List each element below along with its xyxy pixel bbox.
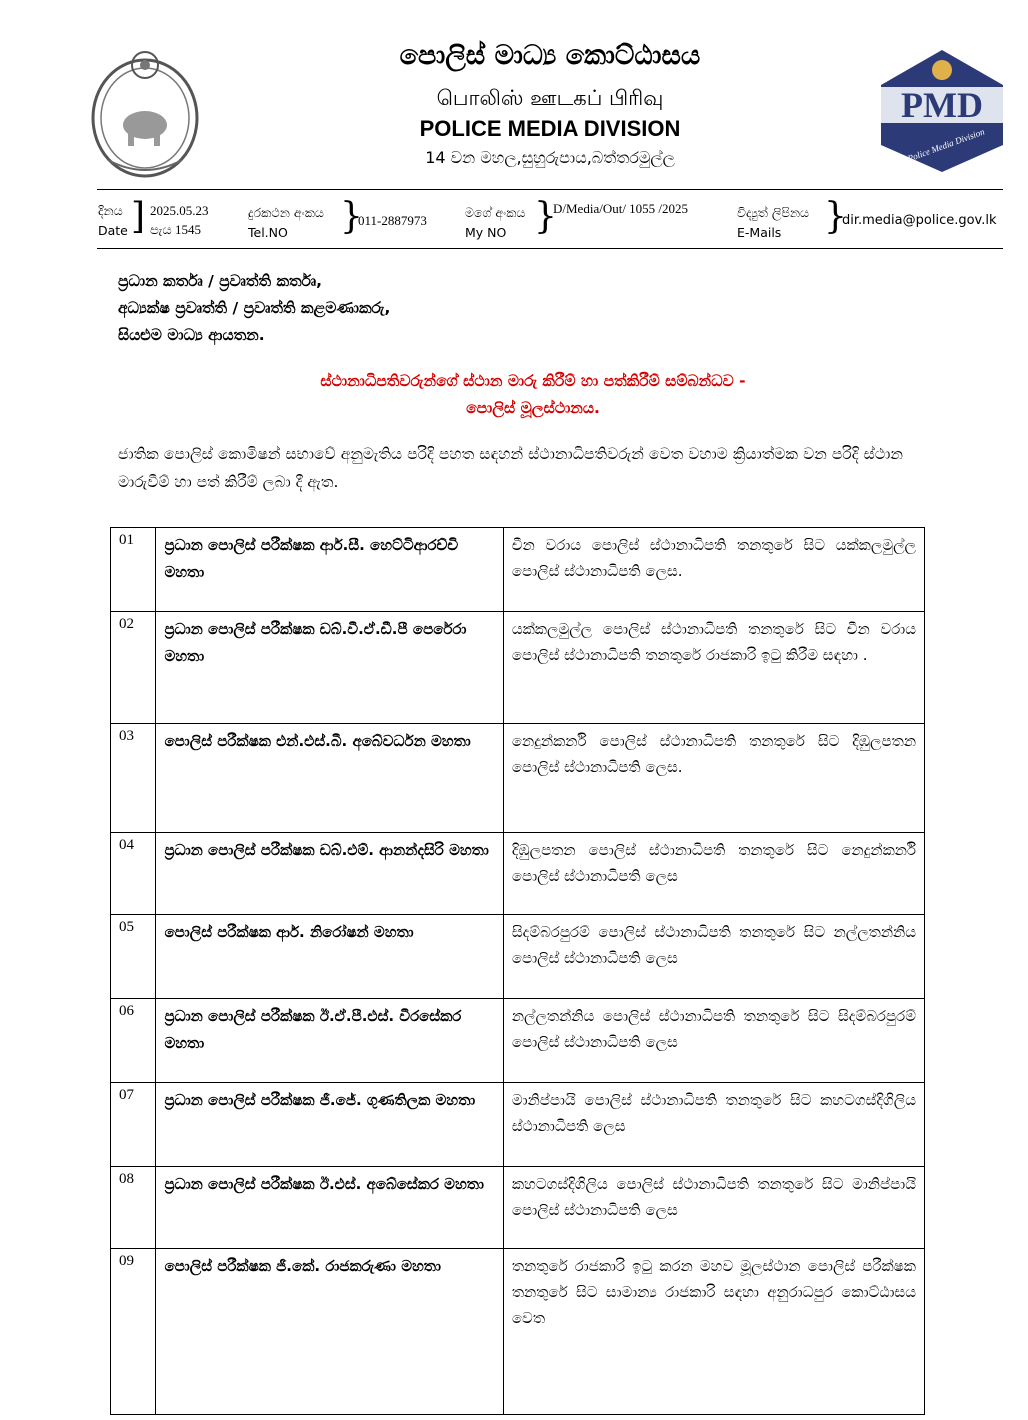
header-title-sinhala: පොලිස් මාධ්‍ය කොට්ඨාසය	[399, 40, 701, 71]
table-row	[111, 915, 925, 999]
row-number: 08	[111, 1167, 156, 1249]
recipient-line: ප්‍රධාන කර්තෘ / ප්‍රවෘත්ති කර්තෘ,	[118, 272, 322, 290]
tel-value: 011-2887973	[358, 213, 427, 228]
table-row	[111, 724, 925, 833]
transfer-description: නල්ලතන්නිය පොලිස් ස්ථානාධිපති තනතුරේ සිට සිදම්බරපුරම් පොලිස් ස්ථානාධිපති ලෙස	[503, 999, 924, 1083]
brace: }	[824, 196, 847, 237]
subject-line-2: පොලිස් මූලස්ථානය.	[466, 399, 600, 417]
transfer-description: දිඹුලපතන පොලිස් ස්ථානාධිපති තනතුරේ සිට නෙදුන්කර්නි පොලිස් ස්ථානාධිපති ලෙස	[503, 833, 924, 915]
transfer-description: කහටගස්දිගිලිය පොලිස් ස්ථානාධිපති තනතුරේ සිට මානිප්පායි පොලිස් ස්ථානාධිපති ලෙස	[503, 1167, 924, 1249]
row-number: 07	[111, 1083, 156, 1167]
brace: ]	[131, 196, 146, 237]
table-row	[111, 999, 925, 1083]
transfer-description: නෙදුන්කර්නි පොලිස් ස්ථානාධිපති තනතුරේ සිට දිඹුලපතන පොලිස් ස්ථානාධිපති ලෙස.	[503, 724, 924, 833]
row-number: 06	[111, 999, 156, 1083]
row-number: 04	[111, 833, 156, 915]
recipients-block	[118, 268, 390, 349]
officer-name: ප්‍රධාන පොලිස් පරීක්ෂක ජී.ජේ. ගුණතිලක මහතා	[156, 1083, 503, 1167]
row-number: 05	[111, 915, 156, 999]
officer-name: ප්‍රධාන පොලිස් පරීක්ෂක ඊ.ඒ.පී.එස්. වීරසේකර මහතා	[156, 999, 503, 1083]
table-row	[111, 528, 925, 612]
header-divider-bottom	[97, 248, 1003, 249]
header-address: 14 වන මහල,සුහුරුපාය,බත්තරමුල්ල	[425, 148, 675, 167]
officer-name: පොලිස් පරීක්ෂක ජී.කේ. රාජකරුණා මහතා	[156, 1249, 503, 1415]
pmd-logo-text: PMD	[901, 85, 983, 125]
brace: }	[340, 196, 363, 237]
tel-label-english: Tel.NO	[248, 225, 288, 240]
pmd-logo-subtext: Police Media Division	[906, 126, 986, 164]
transfer-description: යක්කලමුල්ල පොලිස් ස්ථානාධිපති තනතුරේ සිට චීන වරාය පොලිස් ස්ථානාධිපති තනතුරේ රාජකාරි ඉටු කිරීම සඳහා .	[503, 612, 924, 724]
header-title-english: POLICE MEDIA DIVISION	[419, 116, 681, 141]
pmd-logo	[876, 45, 1008, 175]
table-row	[111, 1249, 925, 1415]
transfer-description: සිදම්බරපුරම් පොලිස් ස්ථානාධිපති තනතුරේ සිට නල්ලතන්නිය පොලිස් ස්ථානාධිපති ලෙස	[503, 915, 924, 999]
transfer-description: මානිප්පායි පොලිස් ස්ථානාධිපති තනතුරේ සිට කහටගස්දිගිලිය ස්ථානාධිපති ලෙස	[503, 1083, 924, 1167]
tel-label-sinhala: දුරකථන අංකය	[248, 205, 324, 220]
table-row	[111, 833, 925, 915]
row-number: 02	[111, 612, 156, 724]
subject-heading	[118, 368, 948, 422]
email-label-english: E-Mails	[737, 225, 782, 240]
sri-lanka-police-crest-logo	[88, 40, 203, 180]
date-label-sinhala: දිනය	[98, 203, 123, 218]
officer-name: පොලිස් පරීක්ෂක එන්.එස්.බී. අබේවර්ධන මහතා	[156, 724, 503, 833]
row-number: 09	[111, 1249, 156, 1415]
date-label-english: Date	[98, 223, 128, 238]
table-row	[111, 1167, 925, 1249]
recipient-line: අධ්‍යක්ෂ ප්‍රවෘත්ති / ප්‍රවෘත්ති කළමණාකරු,	[118, 299, 391, 317]
transfers-table	[110, 527, 925, 1415]
transfer-description: තනතුරේ රාජකාරි ඉටු කරන මහව මූලස්ථාන පොලිස් පරීක්ෂක තනතුරේ සිට සාමාන්‍ය රාජකාරි සඳහා අනුරාධපුර කොට්ඨාසය වෙත	[503, 1249, 924, 1415]
row-number: 03	[111, 724, 156, 833]
recipient-line: සියළුම මාධ්‍ය ආයතන.	[118, 326, 265, 344]
officer-name: පොලිස් පරීක්ෂක ආර්. නිරෝෂන් මහතා	[156, 915, 503, 999]
officer-name: ප්‍රධාන පොලිස් පරීක්ෂක ආර්.සී. හෙට්ටිආරච්චි මහතා	[156, 528, 503, 612]
table-row	[111, 1083, 925, 1167]
date-value: 2025.05.23	[150, 203, 209, 218]
table-row	[111, 612, 925, 724]
transfer-description: චීන වරාය පොලිස් ස්ථානාධිපති තනතුරේ සිට යක්කලමුල්ල පොලිස් ස්ථානාධිපති ලෙස.	[503, 528, 924, 612]
header-divider-top	[97, 189, 1003, 190]
email-label-sinhala: විද්‍යුත් ලිපිනය	[737, 205, 810, 220]
officer-name: ප්‍රධාන පොලිස් පරීක්ෂක ඩබ්.එම්. ආනන්දසිරි මහතා	[156, 833, 503, 915]
intro-paragraph: ජාතික පොලිස් කොමිෂන් සභාවේ අනුමැතිය පරිදි පහත සඳහන් ස්ථානාධිපතිවරුන් වෙත වහාම ක්‍රියාත්මක වන පරිදි ස්ථාන මාරුවීම් හා පත් කිරීම් ලබා දී ඇත.	[118, 445, 903, 491]
myno-label-sinhala: මගේ අංකය	[465, 205, 526, 220]
officer-name: ප්‍රධාන පොලිස් පරීක්ෂක ඊ.එස්. අබේසේකර මහතා	[156, 1167, 503, 1249]
email-value: dir.media@police.gov.lk	[842, 213, 997, 228]
brace: }	[534, 196, 557, 237]
row-number: 01	[111, 528, 156, 612]
myno-label-english: My NO	[465, 225, 507, 240]
subject-line-1: ස්ථානාධිපතිවරුන්ගේ ස්ථාන මාරු කිරීම් හා පත්කිරීම් සම්බන්ධව -	[320, 372, 746, 390]
time-value: පැය 1545	[150, 222, 202, 237]
header-title-tamil: பொலிஸ் ஊடகப் பிரிவு	[436, 86, 664, 110]
officer-name: ප්‍රධාන පොලිස් පරීක්ෂක ඩබ්.වී.ඒ.ඩී.පී පෙරේරා මහතා	[156, 612, 503, 724]
myno-value: D/Media/Out/ 1055 /2025	[553, 201, 689, 216]
